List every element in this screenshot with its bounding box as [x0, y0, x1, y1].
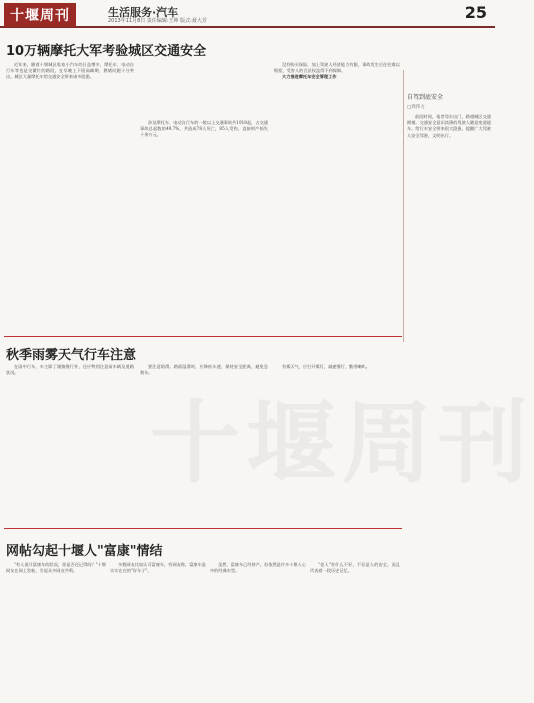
article3-col2 — [110, 562, 206, 697]
watermark: 十堰周刊 — [150, 390, 534, 496]
page-number: 25 — [464, 3, 487, 22]
article2-col3 — [274, 364, 400, 524]
section-divider-2 — [4, 528, 402, 529]
article1-col1 — [6, 62, 134, 332]
article1-col1-text: 近年来，随着十堰城区私家小汽车的日益增多，摩托车、电动自行车等也是交繁忙的路段，在早晚上下班高峰期，拥堵问题十分突出。城区大量摩托车给交通安全带来诸多隐患。 — [6, 62, 134, 80]
article2-col1-text: 在雨中行车，车主除了谨慎慢行外，还应特别注意前车辆及道路状况。 — [6, 364, 134, 376]
article3-col4-text: "老人"有什么不好，不仅是人的安全，而且代表着一段历史记忆。 — [310, 562, 400, 574]
article2-title: 秋季雨雾天气行车注意 — [6, 348, 137, 363]
section-name: 生活服务·汽车 — [108, 6, 179, 19]
sidebar-divider — [403, 70, 404, 342]
article2-col2 — [140, 364, 268, 524]
article3-col1-text: "有人说开富康车的状况，你是否还记得吗？"十堰网友在网上发帖，引起众多网友共鸣。 — [6, 562, 106, 574]
sidebar-text: 前段时间，笔者驾车出门，路遇城区交通拥堵。交通安全意识淡薄的驾驶人随意变道超车，给行车安全带来很大隐患。提醒广大驾驶人安全驾驶，文明出行。 — [407, 114, 491, 138]
sidebar-author: □周伟力 — [407, 105, 425, 110]
article3-title: 网帖勾起十堰人"富康"情结 — [6, 544, 163, 559]
sidebar-title: 自驾到底安全 — [407, 94, 444, 101]
article3-col3-text: 虽然，富康车已经停产，但依然是许多十堰人心中的经典车型。 — [210, 562, 306, 574]
section-divider-1 — [4, 336, 402, 337]
article1-col2 — [140, 120, 268, 332]
article3-col2-text: 多数网友比较认可富康车，有网友称，富康车是实实在在的"好车子"。 — [110, 562, 206, 574]
article3-col4 — [310, 562, 400, 697]
date-line: 2013年11月8日 责任编辑:王坤 版式:聂大芳 — [108, 18, 207, 24]
article1-col3-text: 没有购买保险，加上驾驶人经济能力有限，事故发生后往往难以赔偿，受害人的合法权益得不到保障。 — [274, 62, 400, 74]
article2-col2-text: 要注意防滑。路面湿滑时，应降低车速，保持安全距离，避免急刹车。 — [140, 364, 268, 376]
article3-col1 — [6, 562, 106, 697]
article2-col3-text: 有雾天气，应打开雾灯，减速慢行，勤用喇叭。 — [282, 364, 370, 369]
article1-subhead: 大力推进摩托车安全管理工作 — [282, 74, 337, 80]
article1-title: 10万辆摩托大军考验城区交通安全 — [6, 44, 207, 59]
article2-col1 — [6, 364, 134, 524]
article1-col2-text: 涉及摩托车、电动自行车的一般以上交通事故共1918起，占交通事故总起数的49.7%，共造成78人死亡，85人受伤，直接财产损失十余万元。 — [140, 120, 268, 138]
sidebar-body — [407, 114, 491, 674]
page-header — [0, 0, 495, 28]
masthead: 十堰周刊 — [4, 3, 76, 27]
article1-col3 — [274, 62, 400, 332]
article3-col3 — [210, 562, 306, 697]
